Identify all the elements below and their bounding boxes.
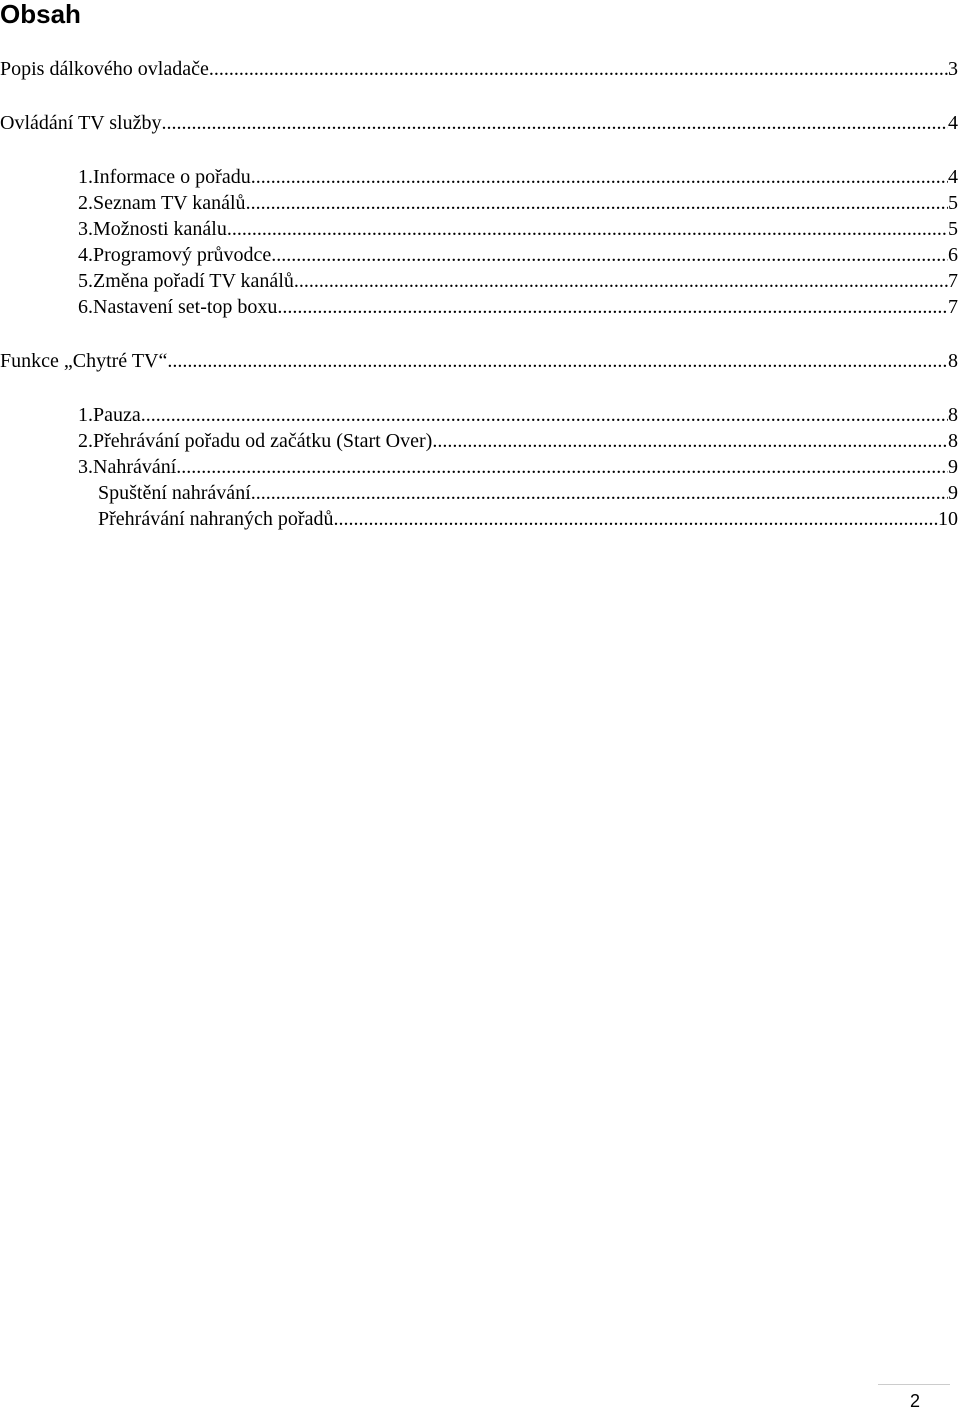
footer-divider [878, 1384, 950, 1385]
toc-entry-channel-list[interactable] [0, 190, 958, 216]
toc-entry-number: 4. [78, 244, 93, 266]
table-of-contents [0, 56, 958, 532]
toc-entry-label: Funkce „Chytré TV“ [0, 350, 168, 372]
toc-dot-leader [141, 402, 948, 428]
toc-entry-label: Spuštění nahrávání [98, 482, 251, 504]
toc-dot-leader [294, 268, 948, 294]
toc-entry-label: Nastavení set-top boxu [93, 296, 278, 318]
toc-dot-leader [227, 216, 948, 242]
toc-entry-page: 6 [948, 244, 958, 266]
toc-entry-number: 2. [78, 192, 93, 214]
toc-entry-pause[interactable] [0, 402, 958, 428]
toc-dot-leader [251, 164, 948, 190]
toc-entry-page: 9 [948, 482, 958, 504]
toc-entry-channel-options[interactable] [0, 216, 958, 242]
toc-entry-page: 4 [948, 166, 958, 188]
toc-dot-leader [333, 506, 938, 532]
toc-entry-label: Ovládání TV služby [0, 112, 162, 134]
toc-entry-page: 7 [948, 270, 958, 292]
toc-entry-page: 10 [938, 508, 958, 530]
toc-dot-leader [251, 480, 948, 506]
toc-entry-program-info[interactable] [0, 164, 958, 190]
toc-entry-settop-settings[interactable] [0, 294, 958, 320]
toc-entry-label: Programový průvodce [93, 244, 272, 266]
toc-entry-page: 8 [948, 350, 958, 372]
toc-entry-label: Pauza [93, 404, 141, 426]
toc-entry-page: 4 [948, 112, 958, 134]
toc-entry-page: 7 [948, 296, 958, 318]
toc-entry-label: Možnosti kanálu [93, 218, 227, 240]
toc-entry-page: 5 [948, 192, 958, 214]
toc-dot-leader [271, 242, 948, 268]
toc-dot-leader [246, 190, 948, 216]
toc-entry-remote[interactable] [0, 56, 958, 82]
toc-entry-page: 9 [948, 456, 958, 478]
toc-entry-page: 3 [948, 58, 958, 80]
toc-entry-page: 5 [948, 218, 958, 240]
toc-entry-number: 3. [78, 456, 93, 478]
toc-entry-recording[interactable] [0, 454, 958, 480]
toc-entry-label: Popis dálkového ovladače [0, 58, 209, 80]
toc-entry-label: Seznam TV kanálů [93, 192, 246, 214]
toc-entry-label: Přehrávání pořadu od začátku (Start Over) [93, 430, 433, 452]
toc-entry-number: 1. [78, 166, 93, 188]
toc-entry-page: 8 [948, 430, 958, 452]
toc-entry-program-guide[interactable] [0, 242, 958, 268]
page-title: Obsah [0, 0, 81, 29]
toc-entry-smart-tv[interactable] [0, 348, 958, 374]
toc-entry-number: 6. [78, 296, 93, 318]
toc-dot-leader [432, 428, 948, 454]
toc-entry-label: Změna pořadí TV kanálů [93, 270, 294, 292]
toc-dot-leader [161, 110, 948, 136]
toc-entry-page: 8 [948, 404, 958, 426]
toc-entry-start-over[interactable] [0, 428, 958, 454]
toc-entry-number: 1. [78, 404, 93, 426]
toc-entry-label: Informace o pořadu [93, 166, 251, 188]
toc-dot-leader [167, 348, 948, 374]
toc-entry-number: 5. [78, 270, 93, 292]
toc-dot-leader [209, 56, 948, 82]
toc-entry-channel-order[interactable] [0, 268, 958, 294]
toc-entry-label: Přehrávání nahraných pořadů [98, 508, 334, 530]
toc-entry-tv-service[interactable] [0, 110, 958, 136]
page-number: 2 [909, 1391, 920, 1411]
toc-entry-label: Nahrávání [93, 456, 177, 478]
toc-dot-leader [277, 294, 948, 320]
toc-entry-number: 3. [78, 218, 93, 240]
toc-entry-number: 2. [78, 430, 93, 452]
toc-dot-leader [176, 454, 948, 480]
toc-entry-play-recordings[interactable] [0, 506, 958, 532]
toc-entry-start-recording[interactable] [0, 480, 958, 506]
